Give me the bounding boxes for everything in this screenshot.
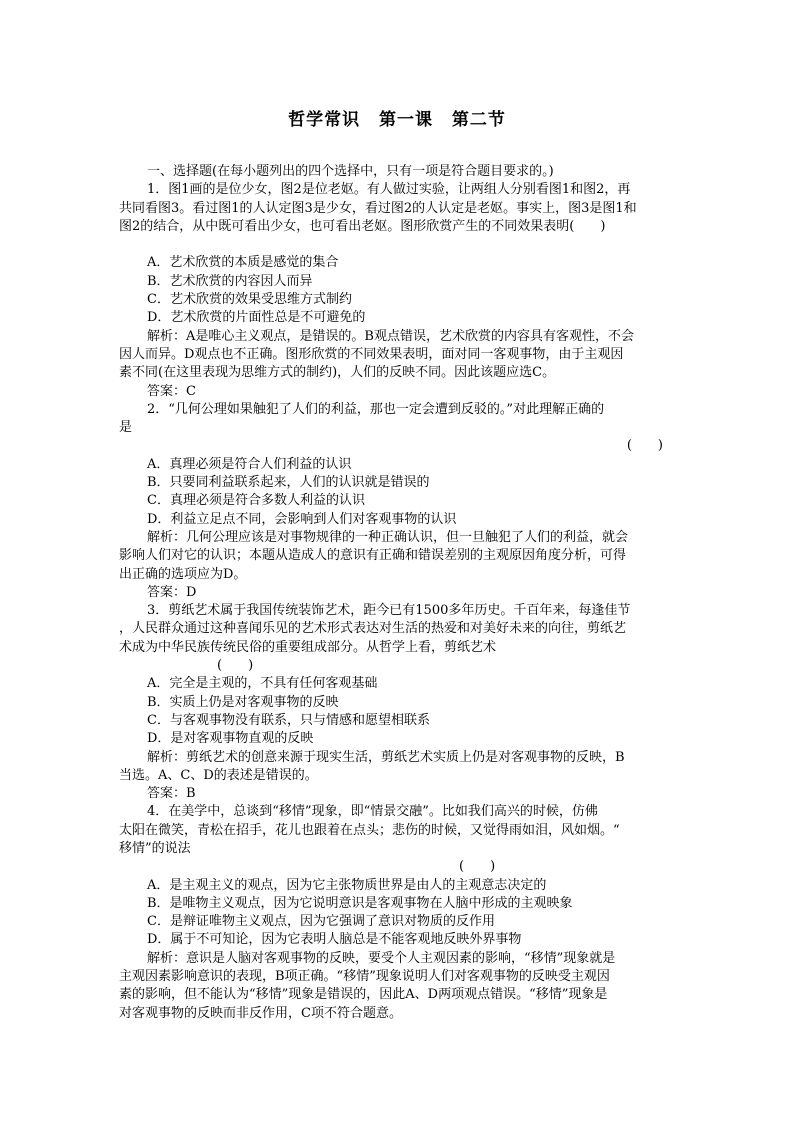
- document-body: [119, 163, 677, 1023]
- answer-blank: ( ): [459, 859, 496, 875]
- answer-option: B．实质上仍是对客观事物的反映: [147, 694, 339, 710]
- text-line: 3．剪纸艺术属于我国传统装饰艺术，距今已有1500多年历史。千百年来，每逢佳节: [147, 603, 631, 619]
- answer-option: A．是主观主义的观点，因为它主张物质世界是由人的主观意志决定的: [147, 877, 547, 893]
- text-line: 出正确的选项应为D。: [119, 566, 247, 582]
- answer-option: D．利益立足点不同，会影响到人们对客观事物的认识: [147, 511, 457, 527]
- answer-option: C．是辩证唯物主义观点，因为它强调了意识对物质的反作用: [147, 914, 495, 930]
- answer-option: C．真理必须是符合多数人利益的认识: [147, 493, 365, 509]
- text-line: 1．图1画的是位少女，图2是位老妪。有人做过实验，让两组人分别看图1和图2，再: [147, 182, 631, 198]
- text-line: 共同看图3。看过图1的人认定图3是少女，看过图2的人认定是老妪。事实上，图3是图1和: [119, 200, 637, 216]
- text-line: 答案：D: [147, 584, 197, 600]
- answer-option: A．艺术欣赏的本质是感觉的集合: [147, 255, 339, 271]
- page-title: [0, 111, 794, 129]
- text-line: 影响人们对它的认识；本题从造成人的意识有正确和错误差别的主观原因角度分析，可得: [119, 548, 627, 564]
- text-line: 2．“几何公理如果触犯了人们的利益，那也一定会遭到反驳的。”对此理解正确的: [147, 401, 605, 417]
- answer-option: B．是唯物主义观点，因为它说明意识是客观事物在人脑中形成的主观映象: [147, 895, 573, 911]
- text-line: 一、选择题(在每小题列出的四个选择中，只有一项是符合题目要求的。): [147, 164, 554, 179]
- answer-blank: ( ): [626, 438, 663, 454]
- text-line: [119, 236, 677, 254]
- answer-option: D．艺术欣赏的片面性总是不可避免的: [147, 310, 366, 326]
- text-line: 素的影响，但不能认为“移情”现象是错误的，因此A、D两项观点错误。“移情”现象是: [119, 987, 608, 1003]
- text-line: 答案：C: [147, 383, 196, 399]
- text-line: 解析：几何公理应该是对事物规律的一种正确认识，但一旦触犯了人们的利益，就会: [147, 529, 629, 545]
- answer-option: A．完全是主观的，不具有任何客观基础: [147, 676, 378, 692]
- answer-option: D．属于不可知论，因为它表明人脑总是不能客观地反映外界事物: [147, 932, 522, 948]
- text-line: 解析：意识是人脑对客观事物的反映，要受个人主观因素的影响，“移情”现象就是: [147, 950, 616, 966]
- text-line: 解析：剪纸艺术的创意来源于现实生活，剪纸艺术实质上仍是对客观事物的反映，B: [147, 749, 625, 765]
- answer-option: C．与客观事物没有联系，只与情感和愿望相联系: [147, 712, 430, 728]
- text-line: 太阳在微笑，青松在招手，花儿也跟着在点头；悲伤的时候，又觉得雨如泪，风如烟。“: [119, 822, 620, 838]
- text-line: 解析：A是唯心主义观点，是错误的。B观点错误，艺术欣赏的内容具有客观性，不会: [147, 328, 634, 344]
- text-line: 答案：B: [147, 786, 196, 802]
- answer-option: D．是对客观事物直观的反映: [147, 731, 314, 747]
- text-line: 素不同(在这里表现为思维方式的制约)，人们的反映不同。因此该题应选C。: [119, 365, 556, 381]
- text-line: 术成为中华民族传统民俗的重要组成部分。从哲学上看，剪纸艺术: [119, 639, 497, 655]
- text-line: 移情”的说法: [119, 840, 191, 856]
- answer-option: A．真理必须是符合人们利益的认识: [147, 456, 352, 472]
- answer-blank: ( ): [217, 658, 254, 674]
- text-line: 是: [119, 420, 133, 436]
- title-part-lesson: 第一课: [379, 110, 433, 130]
- answer-option: B．艺术欣赏的内容因人而异: [147, 273, 313, 289]
- title-part-subject: 哲学常识: [288, 110, 361, 130]
- title-part-section: 第二节: [451, 110, 506, 130]
- text-line: 当选。A、C、D的表述是错误的。: [119, 767, 318, 783]
- text-line: 对客观事物的反映而非反作用，C项不符合题意。: [119, 1005, 402, 1021]
- text-line: 图2的结合，从中既可看出少女，也可看出老妪。图形欣赏产生的不同效果表明( ): [119, 218, 606, 234]
- text-line: 主观因素影响意识的表现，B项正确。“移情”现象说明人们对客观事物的反映受主观因: [119, 969, 610, 985]
- answer-option: C．艺术欣赏的效果受思维方式制约: [147, 292, 352, 308]
- text-line: 因人而异。D观点也不正确。图形欣赏的不同效果表明，面对同一客观事物，由于主观因: [119, 346, 624, 362]
- answer-option: B．只要同利益联系起来，人们的认识就是错误的: [147, 475, 430, 491]
- text-line: ，人民群众通过这种喜闻乐见的艺术形式表达对生活的热爱和对美好未来的向往，剪纸艺: [119, 621, 627, 637]
- text-line: 4．在美学中，总谈到“移情”现象，即“情景交融”。比如我们高兴的时候，仿佛: [147, 804, 598, 820]
